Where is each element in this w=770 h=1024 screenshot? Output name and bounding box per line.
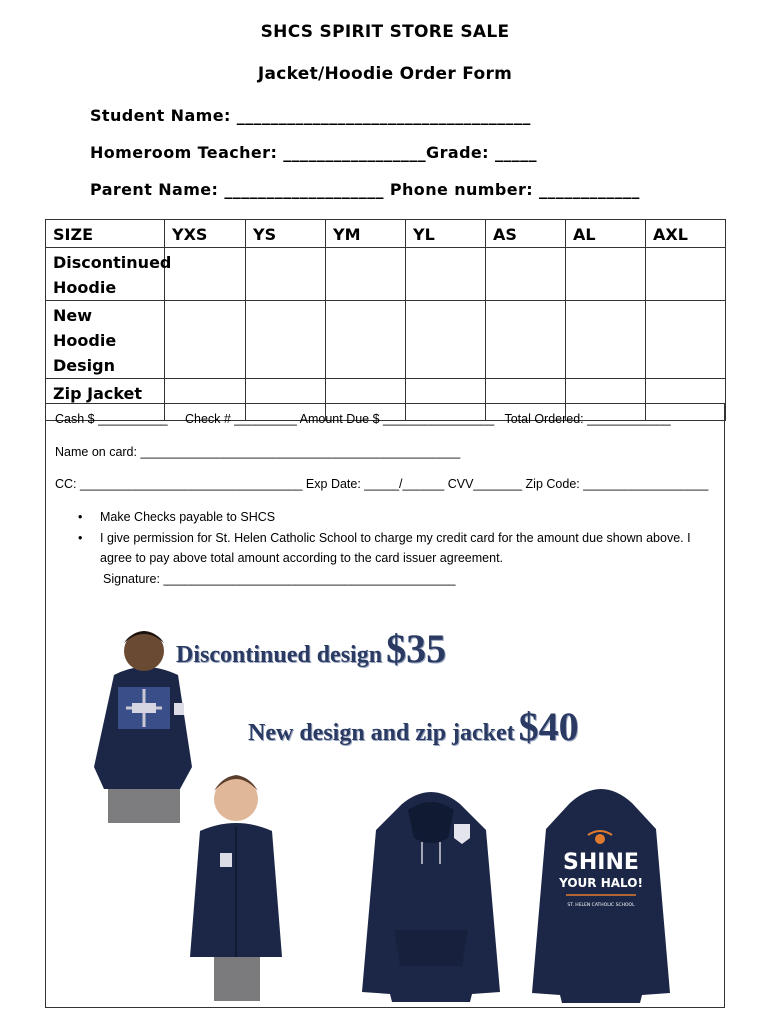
quantity-cell[interactable] [165,301,246,379]
new-hoodie-front-image [360,780,502,1005]
row-label-discontinued-hoodie: Discontinued Hoodie [46,248,165,301]
form-subtitle: Jacket/Hoodie Order Form [257,64,513,84]
size-column-ym: YM [326,220,406,248]
size-column-axl: AXL [646,220,726,248]
discontinued-label: Discontinued design [176,642,383,668]
quantity-cell[interactable] [246,301,326,379]
bullet-dot: • [78,531,83,545]
table-row [46,248,726,301]
size-column-al: AL [566,220,646,248]
new-hoodie-back-image [530,775,672,1007]
payment-line-cash-check[interactable]: Cash $ __________ Check # _________ Amount Due $ ________________ Total Ordered: ____________ [55,412,671,426]
quantity-cell[interactable] [566,248,646,301]
parent-phone-field[interactable]: Parent Name: ___________________ Phone number: ____________ [90,180,640,199]
quantity-cell[interactable] [646,301,726,379]
boy-discontinued-hoodie-image [92,617,197,827]
back-print-your-halo: YOUR HALO! [559,876,643,890]
bullet-dot: • [78,510,83,524]
quantity-cell[interactable] [406,248,486,301]
quantity-cell[interactable] [326,248,406,301]
table-row [46,301,726,379]
quantity-cell[interactable] [406,301,486,379]
discontinued-price-banner [176,625,446,672]
bullet-permission [78,528,704,568]
back-print-school: ST. HELEN CATHOLIC SCHOOL [567,903,635,908]
row-label-new-hoodie: New Hoodie Design [46,301,165,379]
size-column-yxs: YXS [165,220,246,248]
payment-line-name-on-card[interactable]: Name on card: ______________________________________________ [55,445,461,459]
quantity-cell[interactable] [646,248,726,301]
bullet-checks-payable [78,507,700,527]
quantity-cell[interactable] [326,301,406,379]
quantity-cell[interactable] [246,248,326,301]
quantity-cell[interactable] [165,248,246,301]
row-label-zip-jacket: Zip Jacket [46,379,165,421]
payment-line-credit-card[interactable]: CC: ________________________________ Exp Date: _____/______ CVV_______ Zip Code: __________________ [55,477,709,491]
quantity-cell[interactable] [486,301,566,379]
size-header: SIZE [46,220,165,248]
discontinued-price: $35 [386,626,447,671]
size-column-yl: YL [406,220,486,248]
bullet-text: I give permission for St. Helen Catholic School to charge my credit card for the amount due shown above. I agree to pay above total amount according to the card issuer agreement. [100,531,691,565]
new-design-label: New design and zip jacket [248,720,515,746]
new-design-price-banner [248,703,579,750]
signature-line[interactable]: Signature: __________________________________________ [103,572,456,586]
bullet-text: Make Checks payable to SHCS [100,510,276,524]
size-order-table [45,219,726,421]
new-design-price: $40 [518,704,579,749]
student-name-field[interactable]: Student Name: ___________________________________ [90,106,531,125]
homeroom-grade-field[interactable]: Homeroom Teacher: _________________Grade: _____ [90,143,537,162]
back-print-shine: SHINE [563,850,639,875]
quantity-cell[interactable] [486,248,566,301]
size-column-as: AS [486,220,566,248]
form-title: SHCS SPIRIT STORE SALE [260,22,510,42]
quantity-cell[interactable] [566,301,646,379]
size-column-ys: YS [246,220,326,248]
boy-zip-jacket-image [186,757,286,1003]
